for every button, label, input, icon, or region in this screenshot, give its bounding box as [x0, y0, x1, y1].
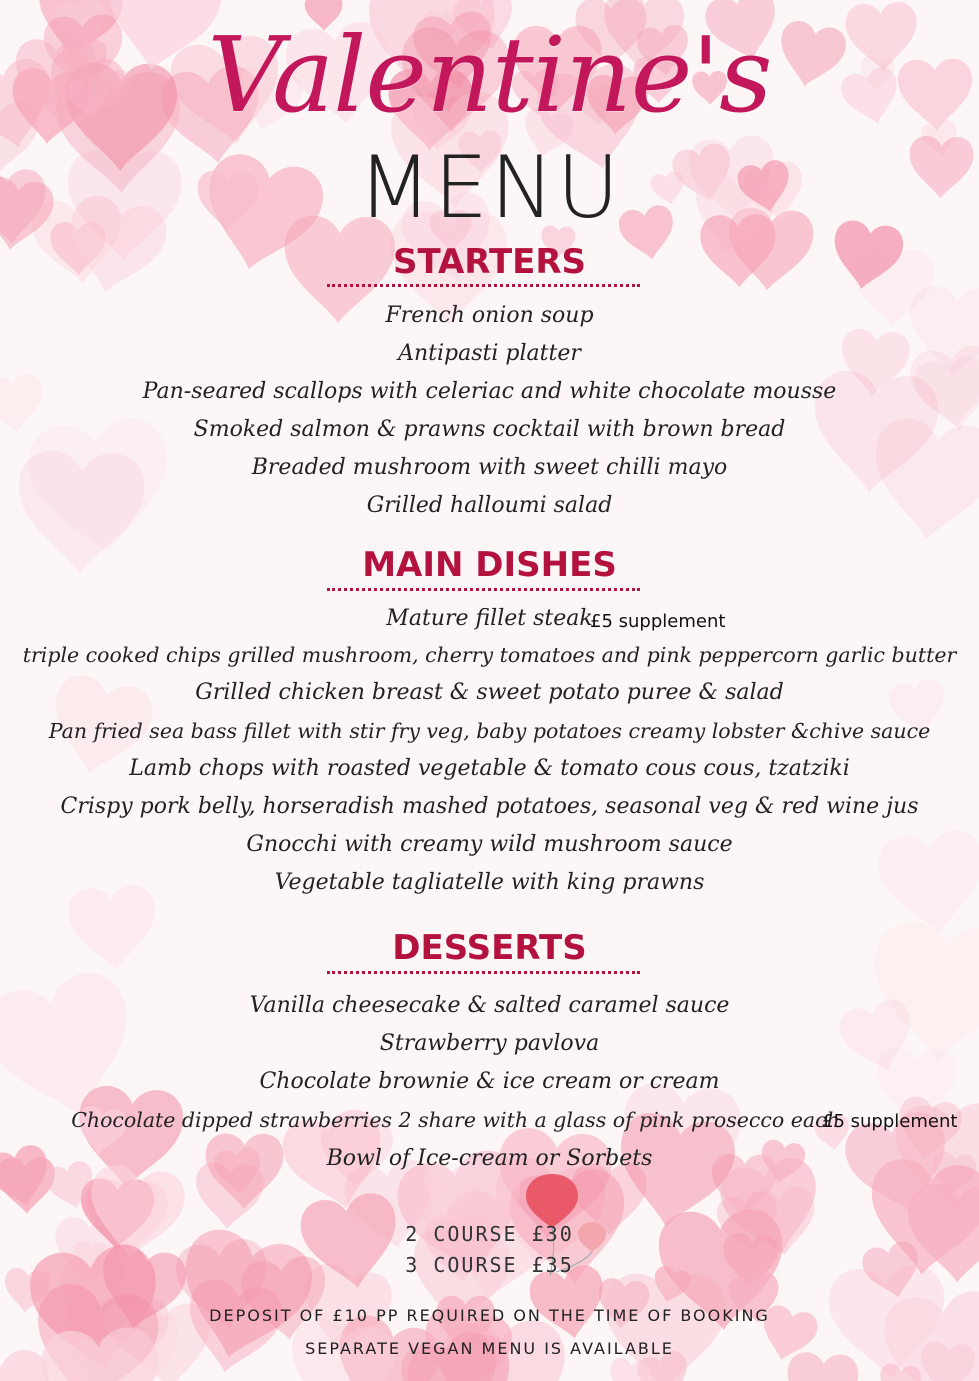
main-item-steak: Mature fillet steak — [386, 606, 593, 631]
dessert-item: Vanilla cheesecake & salted caramel sauce — [249, 993, 730, 1018]
starter-item: Breaded mushroom with sweet chilli mayo — [251, 455, 728, 480]
desserts-heading: DESSERTS — [392, 928, 587, 968]
strawberry-supplement: £5 supplement — [822, 1111, 958, 1132]
dessert-item: Strawberry pavlova — [379, 1031, 600, 1056]
mains-heading: MAIN DISHES — [362, 545, 617, 585]
starter-item: Antipasti platter — [398, 341, 581, 366]
main-item: Pan fried sea bass fillet with stir fry veg, baby potatoes creamy lobster &chive sauce — [48, 719, 931, 743]
starter-item: Smoked salmon & prawns cocktail with brown bread — [193, 417, 786, 442]
main-item: Lamb chops with roasted vegetable & tomato cous cous, tzatziki — [129, 756, 850, 781]
dessert-item: Chocolate dipped strawberries 2 share with a glass of pink prosecco each — [71, 1108, 840, 1132]
three-course-price: 3 COURSE £35 — [405, 1253, 574, 1277]
main-item: Grilled chicken breast & sweet potato puree & salad — [195, 680, 784, 705]
starter-item: Grilled halloumi salad — [366, 493, 613, 518]
dessert-item: Bowl of Ice-cream or Sorbets — [326, 1146, 653, 1171]
dessert-item: Chocolate brownie & ice cream or cream — [259, 1069, 720, 1094]
main-item: Crispy pork belly, horseradish mashed potatoes, seasonal veg & red wine jus — [60, 794, 919, 819]
two-course-price: 2 COURSE £30 — [405, 1222, 574, 1246]
desserts-divider — [327, 971, 640, 974]
page-title: Valentine's — [207, 14, 772, 136]
starter-item: Pan-seared scallops with celeriac and white chocolate mousse — [142, 379, 837, 404]
starter-item: French onion soup — [385, 303, 594, 328]
starters-divider — [327, 284, 640, 287]
main-item: Gnocchi with creamy wild mushroom sauce — [246, 832, 733, 857]
vegan-note: SEPARATE VEGAN MENU IS AVAILABLE — [305, 1339, 674, 1358]
deposit-note: DEPOSIT OF £10 PP REQUIRED ON THE TIME OF BOOKING — [209, 1306, 770, 1325]
starters-heading: STARTERS — [392, 242, 587, 282]
menu-subtitle: MENU — [357, 138, 622, 238]
steak-supplement: £5 supplement — [590, 611, 726, 632]
main-item: Vegetable tagliatelle with king prawns — [274, 870, 705, 895]
main-item: triple cooked chips grilled mushroom, cherry tomatoes and pink peppercorn garlic butter — [22, 643, 957, 667]
mains-divider — [327, 588, 640, 591]
